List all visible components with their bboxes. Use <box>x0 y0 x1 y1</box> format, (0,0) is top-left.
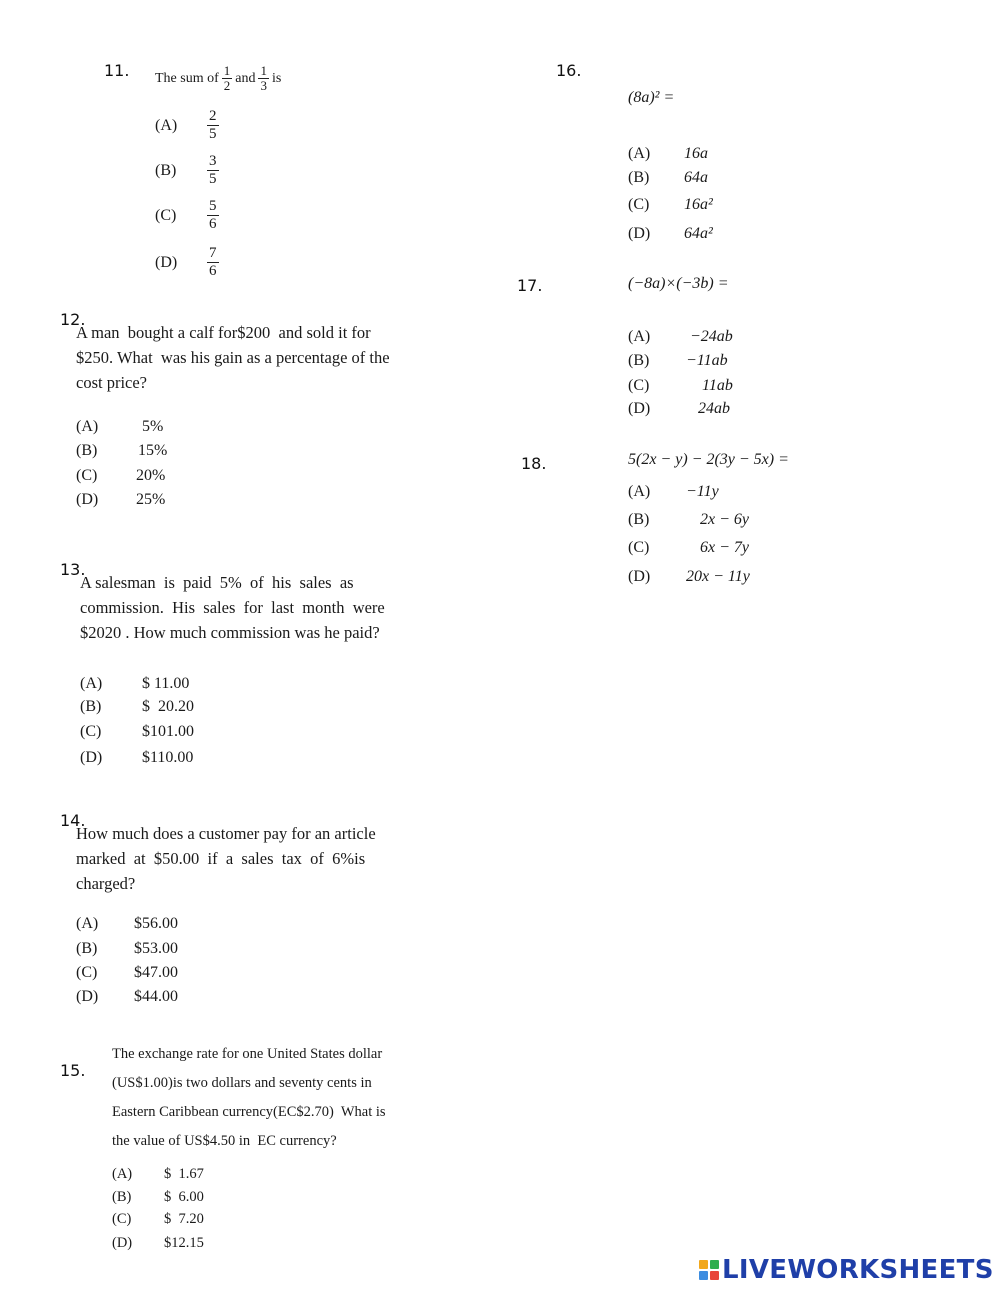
option-d[interactable]: (D) 64a² <box>628 225 713 242</box>
question-number: 14. <box>60 811 86 830</box>
question-text: The exchange rate for one United States dollar (US$1.00)is two dollars and seventy cents in Eastern Caribbean currency(EC$2.70) What is the value of US$4.50 in EC currency? <box>112 1046 386 1149</box>
option-c[interactable]: (C) $101.00 <box>80 723 194 740</box>
option-b[interactable]: (B) $53.00 <box>76 940 178 957</box>
question-expression: (8a)² = <box>628 89 675 106</box>
option-d[interactable]: (D) 25% <box>76 491 166 508</box>
option-d[interactable]: (D) 24ab <box>628 400 730 417</box>
option-b[interactable]: (B) $ 6.00 <box>112 1189 204 1205</box>
option-c[interactable]: (C) 6x − 7y <box>628 539 749 556</box>
option-a[interactable]: (A) 16a <box>628 145 708 162</box>
question-expression: (−8a)×(−3b) = <box>628 275 729 292</box>
question-number: 17. <box>517 276 543 295</box>
option-a[interactable]: (A) −24ab <box>628 328 733 345</box>
option-b[interactable]: (B) 2x − 6y <box>628 511 749 528</box>
question-number: 15. <box>60 1061 86 1080</box>
question-text: A man bought a calf for$200 and sold it for $250. What was his gain as a percentage of the cost price? <box>76 323 390 392</box>
option-a[interactable]: (A) $ 1.67 <box>112 1166 204 1182</box>
question-number: 16. <box>556 61 582 80</box>
fraction-one-third: $\frac{1}{3}$ <box>260 63 267 93</box>
question-number: 13. <box>60 560 86 579</box>
option-b[interactable]: (B) 15% <box>76 442 168 459</box>
option-d[interactable]: (D) $12.15 <box>112 1235 204 1251</box>
option-d[interactable]: (D) 20x − 11y <box>628 568 750 585</box>
option-d[interactable]: (D) $44.00 <box>76 988 178 1005</box>
question-text: A salesman is paid 5% of his sales as commission. His sales for last month were $2020 . How much commission was he paid? <box>80 573 385 642</box>
option-c[interactable]: (C) 20% <box>76 467 166 484</box>
option-a[interactable]: (A) −11y <box>628 483 719 500</box>
option-c[interactable]: (C) $ 7.20 <box>112 1211 204 1227</box>
liveworksheets-logo-icon <box>699 1260 719 1280</box>
fraction-one-half: $\frac{1}{2}$ <box>223 63 231 93</box>
option-b[interactable]: (B) −11ab <box>628 352 728 369</box>
logo-tile-4 <box>710 1271 719 1280</box>
question-text: How much does a customer pay for an article marked at $50.00 if a sales tax of 6%is charged? <box>76 824 376 893</box>
brand-name: LIVEWORKSHEETS <box>722 1255 994 1285</box>
logo-tile-3 <box>699 1271 708 1280</box>
option-c[interactable]: (C) 16a² <box>628 196 713 213</box>
option-a[interactable]: (A) 5% <box>76 418 164 435</box>
question-number: 11. <box>104 61 130 80</box>
question-number: 18. <box>521 454 547 473</box>
option-c[interactable]: (C) $47.00 <box>76 964 178 981</box>
option-b[interactable]: (B) $ 20.20 <box>80 698 194 715</box>
option-c[interactable]: (C) 11ab <box>628 377 733 394</box>
option-a[interactable]: (A) $ 11.00 <box>80 675 190 692</box>
question-text: The sum of $\frac{1}{2}$ and $\frac{1}{3}$ is <box>155 63 282 93</box>
logo-tile-1 <box>699 1260 708 1269</box>
option-b[interactable]: (B) 64a <box>628 169 708 186</box>
option-a[interactable]: (A) $56.00 <box>76 915 178 932</box>
logo-tile-2 <box>710 1260 719 1269</box>
question-number: 12. <box>60 310 86 329</box>
option-d[interactable]: (D) $110.00 <box>80 749 194 766</box>
liveworksheets-logo[interactable] <box>699 1255 994 1285</box>
question-expression: 5(2x − y) − 2(3y − 5x) = <box>628 451 789 468</box>
